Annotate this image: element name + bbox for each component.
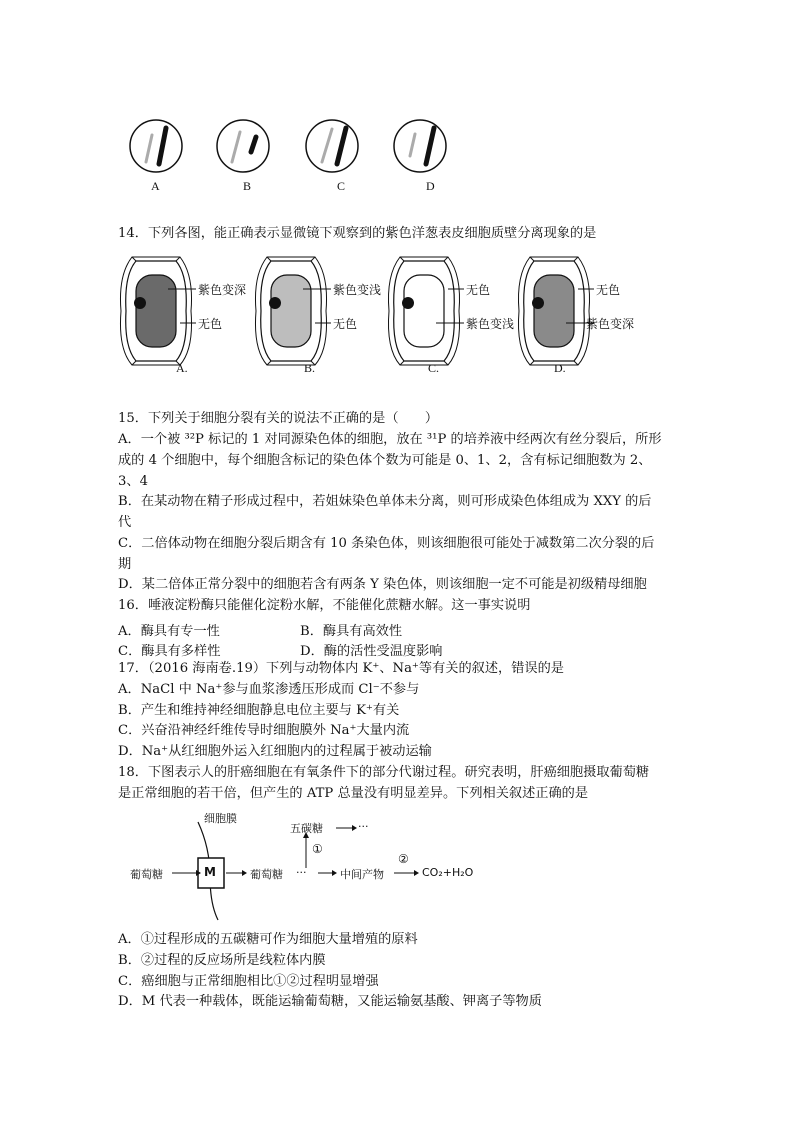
q17-stem: 17．（2016 海南卷.19）下列与动物体内 K⁺、Na⁺等有关的叙述，错误的是 [118,661,564,676]
q14-label-b: B. [304,361,316,375]
q15-line-4: B．在某动物在精子形成过程中，若姐妹染色单体未分离，则可形成染色体组成为 XXY 的后 [118,494,652,509]
q14-c-bottom-label: 紫色变浅 [466,317,515,331]
q13-cell-a [130,120,182,172]
q18-membrane-label: 细胞膜 [204,812,237,825]
q13-cell-d [394,120,446,172]
q18-m-carrier-label: M [204,865,216,879]
q18-products-label: CO₂+H₂O [422,866,474,879]
q16-option-d: D．酶的活性受温度影响 [300,644,443,659]
q13-label-d: D [426,179,435,193]
q18-dots-2: ··· [296,866,307,879]
q18-pentose-label: 五碳糖 [290,822,323,835]
q14-stem: 14．下列各图，能正确表示显微镜下观察到的紫色洋葱表皮细胞质壁分离现象的是 [118,226,597,241]
q18-option-d: D．M 代表一种载体，既能运输葡萄糖，又能运输氨基酸、钾离子等物质 [118,994,542,1009]
q14-b-top-label: 紫色变浅 [333,283,382,297]
q18-step-2-label: ② [398,852,409,866]
q13-cell-b [217,120,269,172]
q14-cell-d [518,257,594,365]
q15-line-2: 成的 4 个细胞中，每个细胞含标记的染色体个数为可能是 0、1、2，含有标记细胞数为 2、 [118,453,652,468]
q18-step-1-label: ① [312,842,323,856]
q18-stem-line-1: 18．下图表示人的肝癌细胞在有氧条件下的部分代谢过程。研究表明，肝癌细胞摄取葡萄糖 [118,765,650,780]
q14-cell-c [388,257,464,365]
q13-cells-svg [118,104,468,199]
q18-intermediate-label: 中间产物 [340,868,384,881]
q17-option-b: B．产生和维持神经细胞静息电位主要与 K⁺有关 [118,703,400,718]
q14-a-top-label: 紫色变深 [198,283,247,297]
q18-dots-1: ··· [358,820,369,833]
q17-option-c: C．兴奋沿神经纤维传导时细胞膜外 Na⁺大量内流 [118,723,410,738]
q14-d-top-label: 无色 [596,283,621,297]
q14-label-c: C. [428,361,440,375]
q18-diagram [118,808,518,926]
q18-stem-line-2: 是正常细胞的若干倍，但产生的 ATP 总量没有明显差异。下列相关叙述正确的是 [118,786,589,801]
q18-option-b: B．②过程的反应场所是线粒体内膜 [118,953,326,968]
q18-glucose-inside-label: 葡萄糖 [250,868,283,881]
q16-stem: 16．唾液淀粉酶只能催化淀粉水解，不能催化蔗糖水解。这一事实说明 [118,598,531,613]
q17-option-a: A．NaCl 中 Na⁺参与血浆渗透压形成而 Cl⁻不参与 [118,682,420,697]
q14-figures [118,253,658,378]
q13-label-a: A [151,179,160,193]
q15-line-5: 代 [118,515,132,530]
q15-line-1: A．一个被 ³²P 标记的 1 对同源染色体的细胞，放在 ³¹P 的培养液中经两次有丝分裂后，所形 [118,432,662,447]
q16-option-b: B．酶具有高效性 [300,624,403,639]
q15-line-6: C．二倍体动物在细胞分裂后期含有 10 条染色体，则该细胞很可能处于减数第二次分裂的后 [118,536,655,551]
q18-option-a: A．①过程形成的五碳糖可作为细胞大量增殖的原料 [118,932,418,947]
q14-label-d: D. [554,361,566,375]
q16-option-c: C．酶具有多样性 [118,644,221,659]
q18-glucose-outside-label: 葡萄糖 [130,868,163,881]
q13-figure [118,104,468,199]
q15-line-8: D．某二倍体正常分裂中的细胞若含有两条 Y 染色体，则该细胞一定不可能是初级精母细胞 [118,577,647,592]
q14-cell-a [120,257,196,365]
q14-d-bottom-label: 紫色变深 [586,317,635,331]
q14-cell-b [255,257,331,365]
q16-option-a: A．酶具有专一性 [118,624,220,639]
q14-label-a: A. [176,361,188,375]
q15-stem: 15．下列关于细胞分裂有关的说法不正确的是（ ） [118,411,439,426]
q13-label-b: B [243,179,252,193]
q18-option-c: C．癌细胞与正常细胞相比①②过程明显增强 [118,974,379,989]
q17-option-d: D．Na⁺从红细胞外运入红细胞内的过程属于被动运输 [118,744,432,759]
q14-a-bottom-label: 无色 [198,317,223,331]
q13-label-c: C [337,179,346,193]
q15-line-3: 3、4 [118,474,148,489]
q15-line-7: 期 [118,557,132,572]
q14-c-top-label: 无色 [466,283,491,297]
q14-b-bottom-label: 无色 [333,317,358,331]
q13-cell-c [306,120,358,172]
